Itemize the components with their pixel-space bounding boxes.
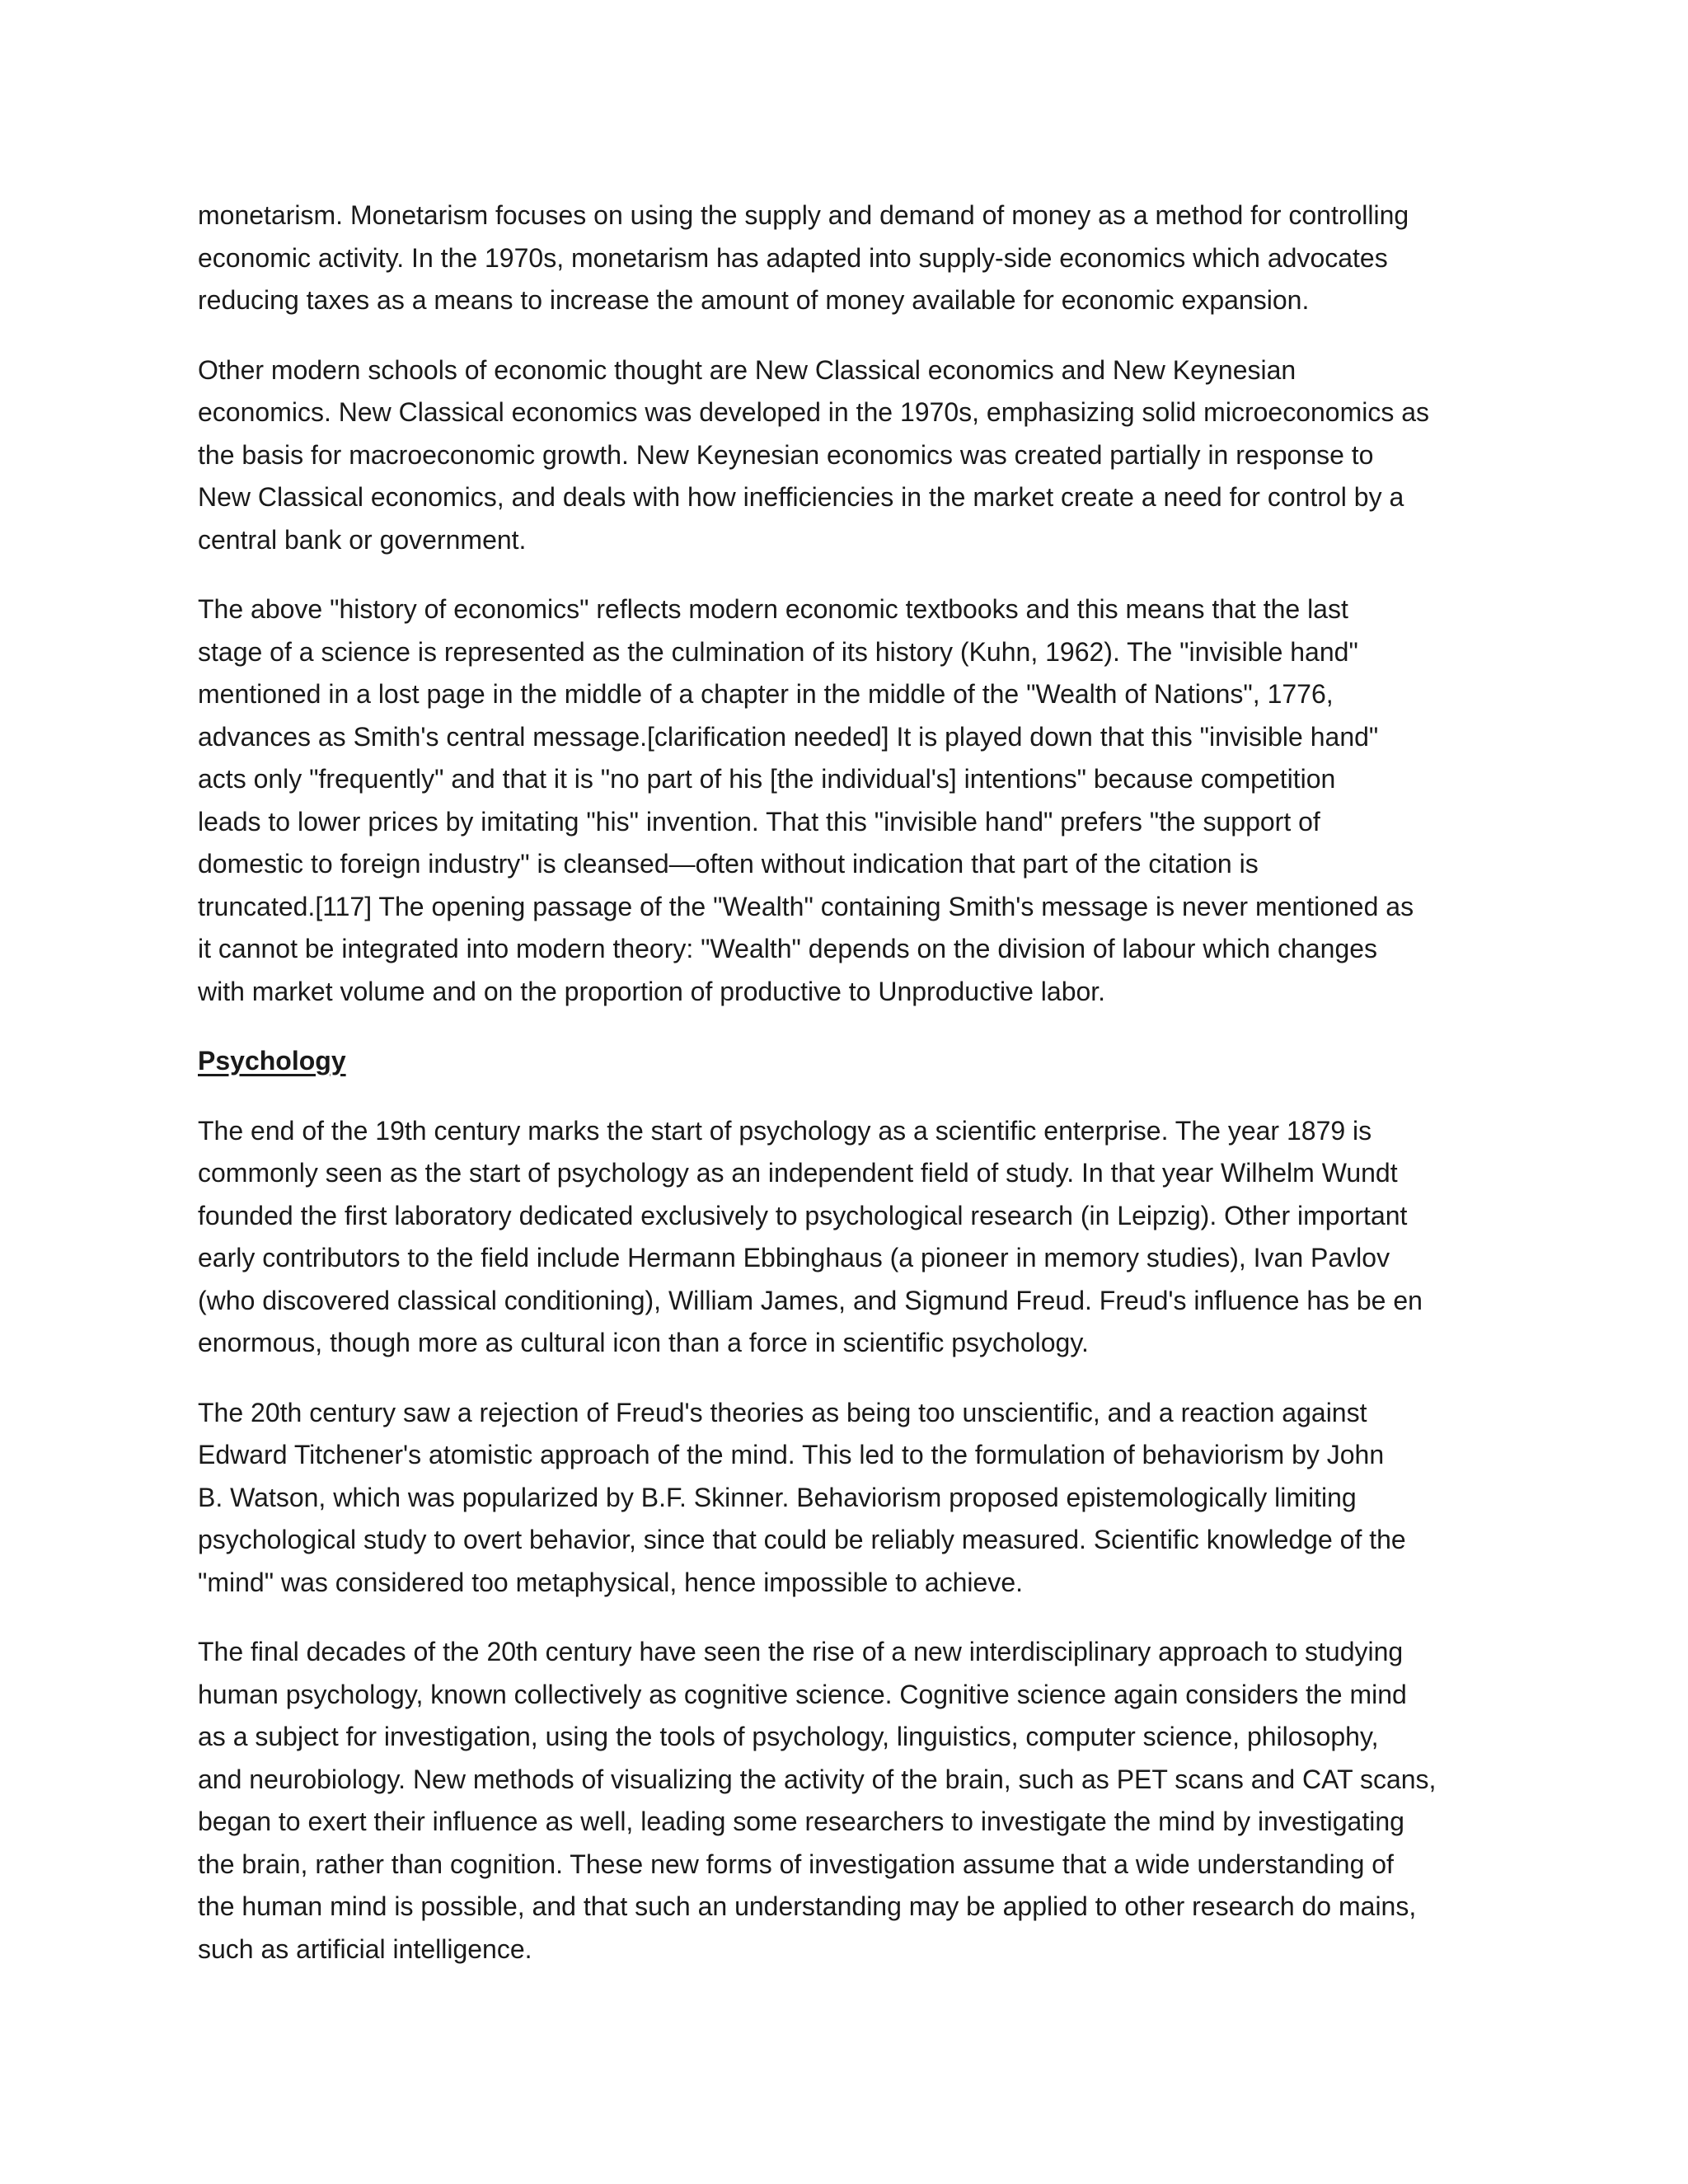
text-line: stage of a science is represented as the culmination of its history (Kuhn, 1962). The "invisible hand" [198, 636, 1358, 667]
text-line: B. Watson, which was popularized by B.F. Skinner. Behaviorism proposed epistemologically limiting [198, 1482, 1357, 1512]
text-line: commonly seen as the start of psychology as an independent field of study. In that year Wilhelm Wundt [198, 1158, 1398, 1188]
paragraph-modern-schools [198, 349, 1492, 562]
text-line: The end of the 19th century marks the start of psychology as a scientific enterprise. The year 1879 is [198, 1115, 1372, 1146]
text-line: enormous, though more as cultural icon than a force in scientific psychology. [198, 1328, 1089, 1357]
text-line: New Classical economics, and deals with how inefficiencies in the market create a need for control by a [198, 482, 1404, 512]
document-body [198, 194, 1492, 1998]
text-line: Edward Titchener's atomistic approach of the mind. This led to the formulation of behaviorism by John [198, 1440, 1385, 1469]
text-line: monetarism. Monetarism focuses on using the supply and demand of money as a method for controlling [198, 200, 1409, 230]
text-line: with market volume and on the proportion of productive to Unproductive labor. [198, 976, 1106, 1006]
text-line: founded the first laboratory dedicated exclusively to psychological research (in Leipzig). Other important [198, 1200, 1408, 1230]
text-line: mentioned in a lost page in the middle of a chapter in the middle of the "Wealth of Nations", 1776, [198, 679, 1334, 709]
text-line: began to exert their influence as well, leading some researchers to investigate the mind by investigating [198, 1807, 1404, 1836]
text-line: early contributors to the field include Hermann Ebbinghaus (a pioneer in memory studies), Ivan Pavlov [198, 1243, 1390, 1272]
paragraph-19th-century-psychology [198, 1110, 1492, 1365]
section-heading-psychology: Psychology [198, 1046, 346, 1076]
text-line: leads to lower prices by imitating "his" invention. That this "invisible hand" prefers "the support of [198, 806, 1320, 837]
text-line: central bank or government. [198, 524, 527, 555]
text-line: advances as Smith's central message.[clarification needed] It is played down that this "invisible hand" [198, 721, 1379, 752]
text-line: The 20th century saw a rejection of Freud's theories as being too unscientific, and a reaction against [198, 1397, 1367, 1427]
text-line: The above "history of economics" reflects modern economic textbooks and this means that the last [198, 594, 1348, 624]
text-line: domestic to foreign industry" is cleansed—often without indication that part of the citation is [198, 849, 1259, 879]
paragraph-history-of-economics [198, 588, 1492, 1013]
text-line: the brain, rather than cognition. These new forms of investigation assume that a wide understanding of [198, 1849, 1394, 1879]
text-line: "mind" was considered too metaphysical, hence impossible to achieve. [198, 1567, 1024, 1597]
text-line: (who discovered classical conditioning), William James, and Sigmund Freud. Freud's influence has be en [198, 1285, 1423, 1315]
text-line: economic activity. In the 1970s, monetarism has adapted into supply-side economics which advocates [198, 242, 1388, 273]
text-line: human psychology, known collectively as cognitive science. Cognitive science again considers the mind [198, 1679, 1407, 1709]
text-line: reducing taxes as a means to increase the amount of money available for economic expansion. [198, 285, 1310, 315]
text-line: as a subject for investigation, using the tools of psychology, linguistics, computer science, philosophy, [198, 1722, 1379, 1751]
paragraph-20th-century-behaviorism [198, 1392, 1492, 1605]
text-line: acts only "frequently" and that it is "no part of his [the individual's] intentions" because competition [198, 764, 1336, 794]
text-line: the basis for macroeconomic growth. New Keynesian economics was created partially in response to [198, 439, 1374, 470]
text-line: it cannot be integrated into modern theory: "Wealth" depends on the division of labour which changes [198, 934, 1378, 963]
text-line: the human mind is possible, and that such an understanding may be applied to other research do mains, [198, 1891, 1417, 1921]
text-line: and neurobiology. New methods of visualizing the activity of the brain, such as PET scans and CAT scans, [198, 1764, 1437, 1794]
paragraph-monetarism [198, 194, 1492, 322]
text-line: such as artificial intelligence. [198, 1933, 532, 1964]
text-line: truncated.[117] The opening passage of the "Wealth" containing Smith's message is never mentioned as [198, 891, 1414, 921]
text-line: economics. New Classical economics was developed in the 1970s, emphasizing solid microeconomics as [198, 397, 1430, 427]
text-line: Other modern schools of economic thought are New Classical economics and New Keynesian [198, 354, 1296, 385]
text-line: The final decades of the 20th century have seen the rise of a new interdisciplinary approach to studying [198, 1637, 1404, 1666]
text-line: psychological study to overt behavior, since that could be reliably measured. Scientific knowledge of the [198, 1525, 1406, 1554]
paragraph-cognitive-science [198, 1631, 1492, 1971]
